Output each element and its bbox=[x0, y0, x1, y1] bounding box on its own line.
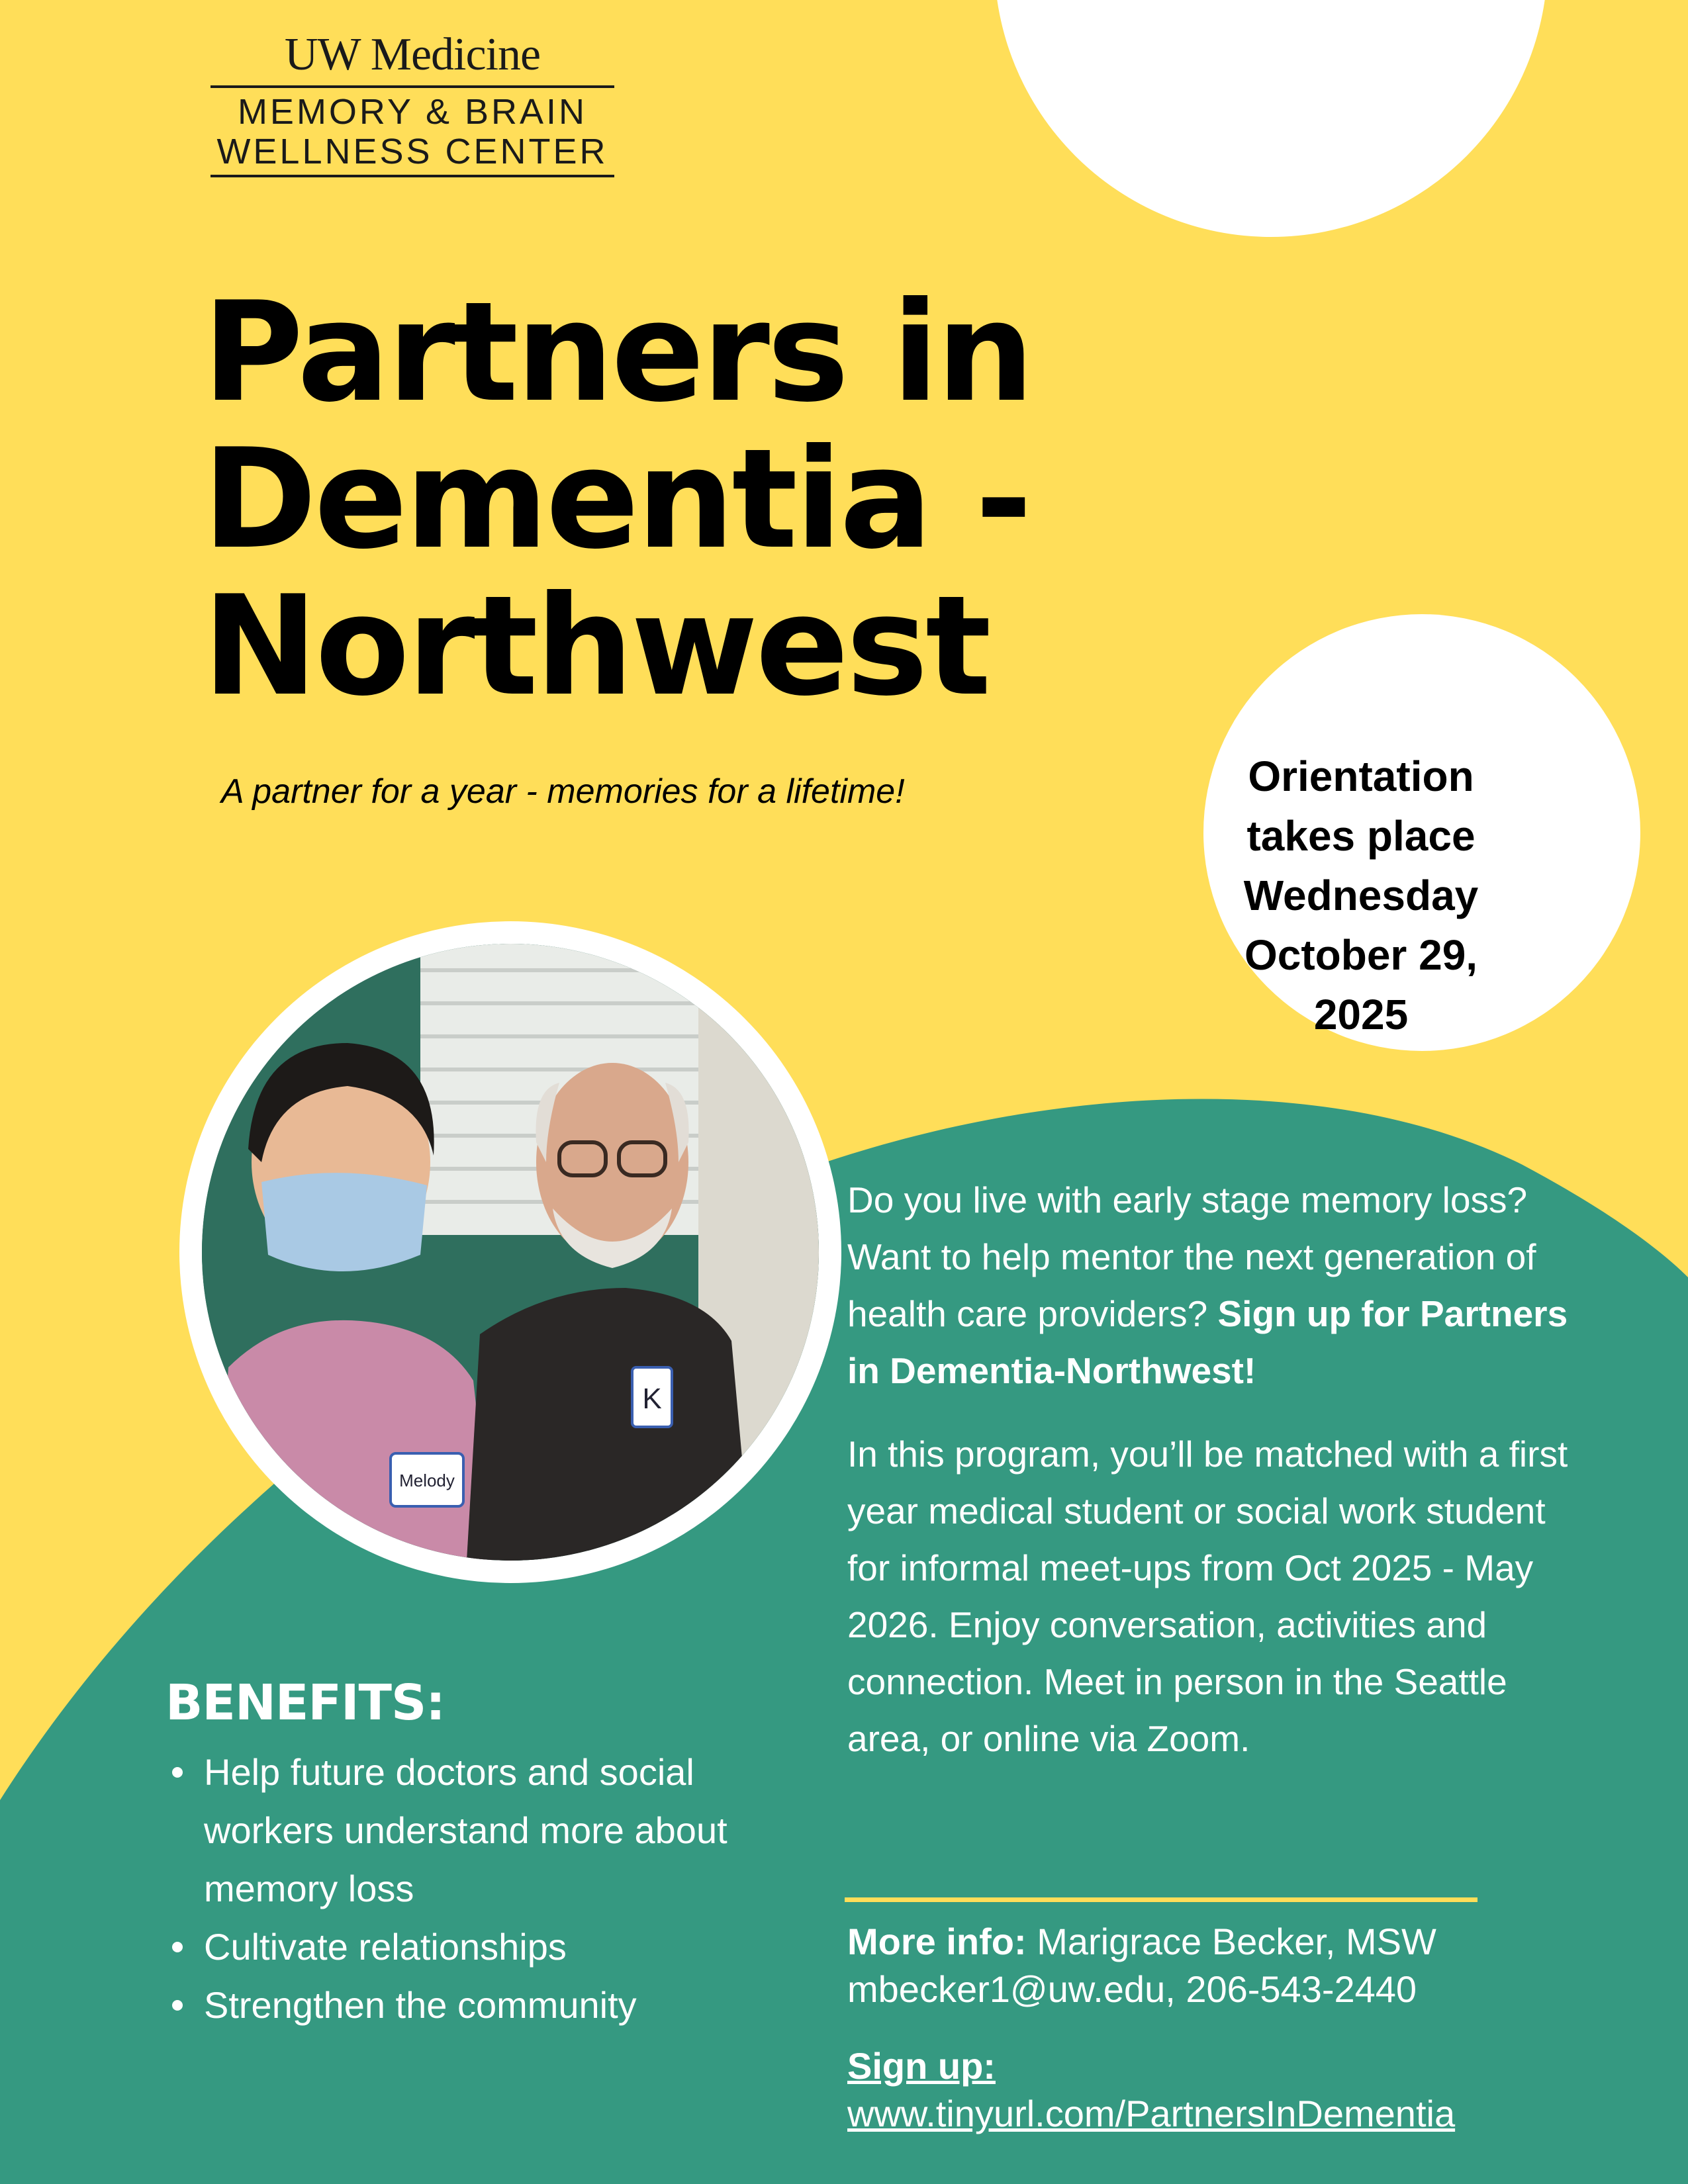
logo-line-1: MEMORY & BRAIN bbox=[237, 92, 588, 132]
orientation-line-3: Wednesday bbox=[1243, 872, 1479, 919]
contact-details: mbecker1@uw.edu, 206-543-2440 bbox=[847, 1968, 1417, 2010]
intro-text: Do you live with early stage memory loss? Want to help mentor the next generation of health care providers? bbox=[847, 1179, 1536, 1334]
benefits-section bbox=[165, 1674, 761, 2034]
benefits-list bbox=[165, 1743, 761, 2034]
benefit-item: Strengthen the community bbox=[165, 1976, 761, 2034]
contact-info bbox=[847, 1918, 1642, 2013]
orientation-line-5: 2025 bbox=[1313, 991, 1409, 1038]
woman-mask bbox=[261, 1173, 427, 1271]
top-right-white-circle bbox=[994, 0, 1548, 237]
title-line-1: Partners in bbox=[203, 273, 1032, 433]
orientation-line-2: takes place bbox=[1246, 812, 1476, 860]
program-description bbox=[847, 1171, 1569, 1767]
logo-org-name: UW Medicine bbox=[284, 29, 541, 80]
name-tag-right-text: K bbox=[642, 1383, 662, 1415]
logo-rule-bottom bbox=[211, 175, 614, 177]
page-title bbox=[203, 273, 1129, 727]
orientation-date bbox=[1203, 740, 1519, 1051]
participants-photo bbox=[202, 944, 819, 1561]
signup-url-link[interactable]: www.tinyurl.com/PartnersInDementia bbox=[847, 2093, 1456, 2134]
benefit-item: Cultivate relationships bbox=[165, 1918, 761, 1976]
orientation-line-1: Orientation bbox=[1248, 752, 1474, 800]
title-line-2: Dementia - bbox=[203, 420, 1030, 580]
contact-name: Marigrace Becker, MSW bbox=[1037, 1921, 1436, 1962]
intro-paragraph bbox=[847, 1171, 1569, 1399]
photo-illustration bbox=[202, 944, 819, 1561]
intro-cta: Sign up for Partners in Dementia-Northwest! bbox=[847, 1293, 1568, 1391]
program-paragraph: In this program, you’ll be matched with a first year medical student or social work student for informal meet-ups from Oct 2025 - May 2026. Enjoy conversation, activities and connection. Meet in person in the Seattle area, or online via Zoom. bbox=[847, 1433, 1568, 1759]
name-tag-left-text: Melody bbox=[399, 1471, 455, 1490]
benefit-item: Help future doctors and social workers understand more about memory loss bbox=[165, 1743, 761, 1918]
contact-line bbox=[847, 1918, 1642, 1966]
contact-label: More info: bbox=[847, 1921, 1027, 1962]
signup-section bbox=[847, 2042, 1642, 2138]
section-divider bbox=[845, 1897, 1477, 1902]
title-line-3: Northwest bbox=[203, 567, 989, 727]
tagline: A partner for a year - memories for a lifetime! bbox=[221, 772, 905, 811]
logo-rule-top bbox=[211, 85, 614, 88]
signup-label: Sign up: bbox=[847, 2045, 996, 2087]
uw-medicine-logo bbox=[211, 29, 614, 177]
benefits-heading: BENEFITS: bbox=[165, 1674, 445, 1731]
logo-line-2: WELLNESS CENTER bbox=[216, 132, 608, 172]
orientation-line-4: October 29, bbox=[1244, 931, 1478, 979]
